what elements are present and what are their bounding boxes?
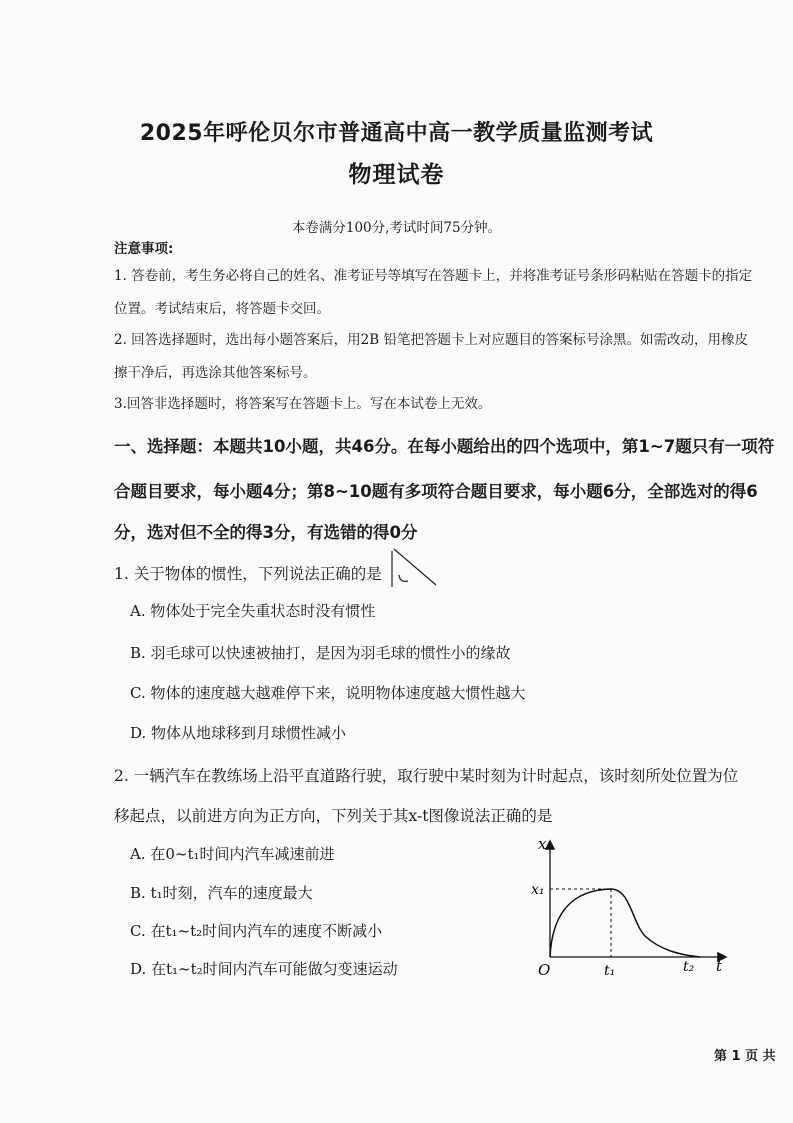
notice-item-1-line-1: 1. 答卷前，考生务必将自己的姓名、准考证号等填写在答题卡上，并将准考证号条形码粘贴在答题卡的指定 xyxy=(114,268,753,284)
question-2-option-d: D. 在t₁~t₂时间内汽车可能做匀变速运动 xyxy=(130,960,398,978)
exam-info: 本卷满分100分,考试时间75分钟。 xyxy=(291,220,502,236)
question-2-option-a: A. 在0~t₁时间内汽车减速前进 xyxy=(130,845,335,863)
notice-title: 注意事项: xyxy=(114,241,174,257)
xt-curve xyxy=(550,889,700,957)
question-1-option-c: C. 物体的速度越大越难停下来，说明物体速度越大惯性越大 xyxy=(130,684,526,702)
handwritten-mark xyxy=(384,545,444,595)
x1-label: x₁ xyxy=(531,882,545,898)
section-1-heading-line-3: 分，选对但不全的得3分，有选错的得0分 xyxy=(114,523,418,542)
question-2-stem-line-2: 移起点，以前进方向为正方向，下列关于其x-t图像说法正确的是 xyxy=(114,807,553,825)
question-2-stem-line-1: 2. 一辆汽车在教练场上沿平直道路行驶，取行驶中某时刻为计时起点，该时刻所处位置为位 xyxy=(114,767,739,785)
question-2-option-b: B. t₁时刻，汽车的速度最大 xyxy=(130,884,313,902)
question-1-stem: 1. 关于物体的惯性，下列说法正确的是 xyxy=(114,565,382,583)
xt-graph xyxy=(520,830,740,990)
exam-subject: 物理试卷 xyxy=(348,162,445,188)
notice-item-1-line-2: 位置。考试结束后，将答题卡交回。 xyxy=(114,301,330,317)
question-1-option-a: A. 物体处于完全失重状态时没有惯性 xyxy=(130,602,376,620)
notice-item-2-line-1: 2. 回答选择题时，选出每小题答案后，用2B 铅笔把答题卡上对应题目的答案标号涂黑。如需改动，用橡皮 xyxy=(114,332,748,348)
t2-label: t₂ xyxy=(683,959,695,975)
question-1-option-d: D. 物体从地球移到月球惯性减小 xyxy=(130,724,347,742)
y-axis-label: x xyxy=(538,835,547,853)
question-2-option-c: C. 在t₁~t₂时间内汽车的速度不断减小 xyxy=(130,922,383,940)
exam-title: 2025年呼伦贝尔市普通高中高一教学质量监测考试 xyxy=(139,121,654,146)
page-footer: 第 1 页 共 xyxy=(714,1049,776,1064)
question-1-option-b: B. 羽毛球可以快速被抽打，是因为羽毛球的惯性小的缘故 xyxy=(130,644,511,662)
section-1-heading-line-1: 一、选择题：本题共10小题，共46分。在每小题给出的四个选项中，第1~7题只有一项符 xyxy=(114,437,775,456)
notice-item-3: 3.回答非选择题时，将答案写在答题卡上。写在本试卷上无效。 xyxy=(114,396,492,412)
t1-label: t₁ xyxy=(604,963,616,979)
x-axis-label: t xyxy=(716,957,723,975)
notice-item-2-line-2: 擦干净后，再选涂其他答案标号。 xyxy=(114,365,317,381)
section-1-heading-line-2: 合题目要求，每小题4分；第8~10题有多项符合题目要求，每小题6分，全部选对的得6 xyxy=(114,482,758,501)
origin-label: O xyxy=(538,961,551,979)
